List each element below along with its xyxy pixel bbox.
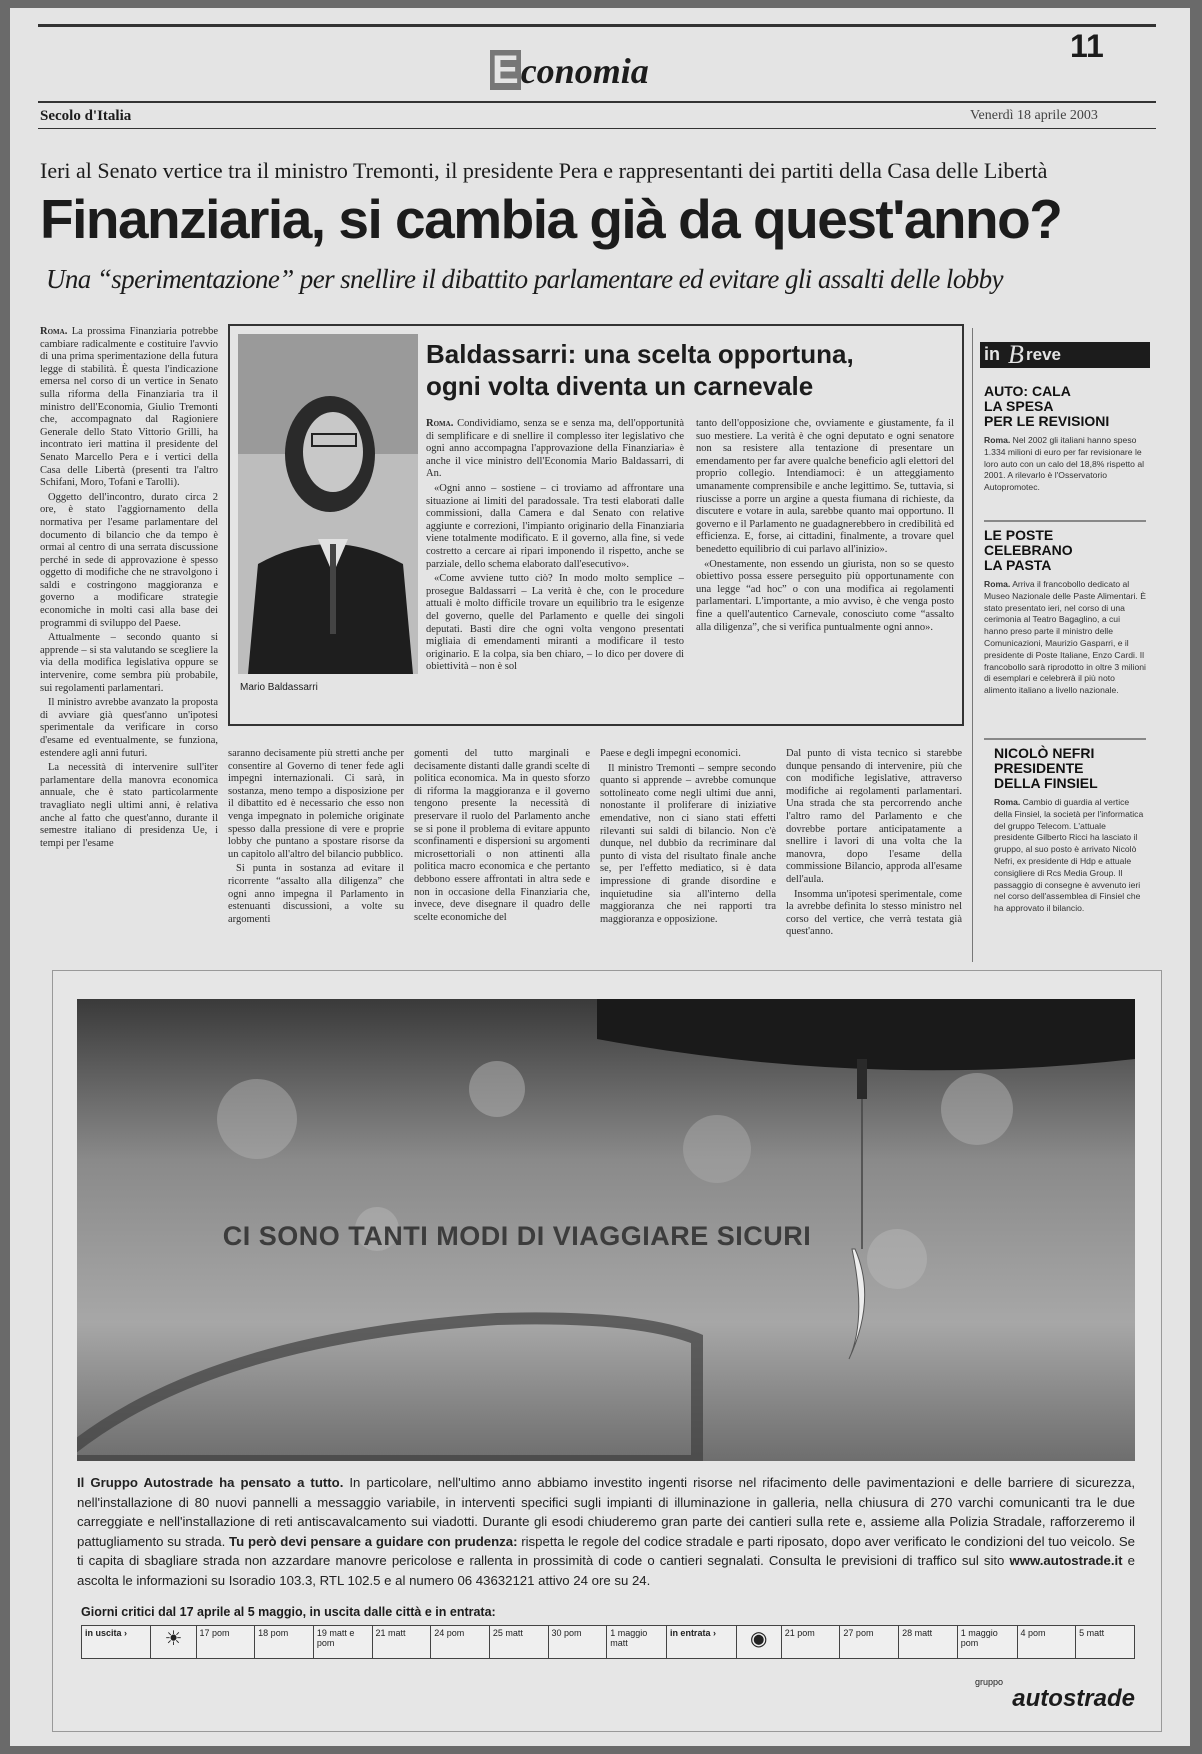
newspaper-page xyxy=(10,8,1190,1746)
article-text: Insomma un'ipotesi sperimentale, come la avrebbe definita lo stesso ministro nel corso del vertice, che verrà testata già quest'anno. xyxy=(786,888,962,938)
arrow-icon: › xyxy=(712,1628,716,1638)
interview-text: «Onestamente, non essendo un giurista, non so se questo obiettivo possa essere perseguito più opportunamente con una legge “ad hoc” o con una modifica ai regolamenti parlamentari. L'importante, a mio avviso, è che venga posto fine a quell'autentico Carnevale, conosciuto come “assalto alla diligenza”, che si verifica puntualmente ogni anno». xyxy=(696,558,954,633)
day-cell: 18 pom xyxy=(255,1626,314,1659)
interview-column-1 xyxy=(426,418,684,710)
interview-text: «Ogni anno – sostiene – ci troviamo ad affrontare una situazione ai limiti del paradossale. Tra testi elaborati dalle commissioni, dalla Camera e dal Senato con relative aggiunte e correzioni, l'impianto originario della Finanziaria viene totalmente modificato. E il governo, alla fine, si vede costretto a cercare ai ripari imponendo il rispetto, anche se parziale, dello schema elaborato dall'esecutivo». xyxy=(426,482,684,570)
section-initial: E xyxy=(492,48,519,92)
logo-wordmark: autostrade xyxy=(1012,1685,1135,1712)
brief-item xyxy=(994,746,1146,953)
article-text: La necessità di intervenire sull'iter parlamentare della manovra economica annuale, che è stato particolarmente travagliato negli ultimi anni, è relativa anche al fatto che quest'anno, durante il semestre italiano di presidenza Ue, i tempi per l'esame xyxy=(40,762,218,849)
ad-body-text: In particolare, nell'ultimo anno abbiamo investito ingenti risorse nel rifacimento delle pavimentazioni e delle barriere di sicurezza, nell'installazione di 80 nuovi pannelli a messaggio variabile, in interventi specifici sugli impianti di illuminazione in galleria, nella chiusura di 270 varchi comunicanti tra le due carreggiate e nell'installazione di reti antiscavalcamento sui viadotti. Durante gli esodi chiuderemo gran parte dei cantieri sulla rete e, assieme alla Polizia Stradale, rafforzeremo il pattugliamento su strada. xyxy=(77,1475,1135,1549)
article-text: Attualmente – secondo quanto si apprende – si sta valutando se scegliere la via della modifica legislativa oppure se intervenire, come sembra più probabile, sui regolamenti parlamentari. xyxy=(40,632,218,694)
ad-website-link[interactable]: www.autostrade.it xyxy=(1009,1553,1123,1568)
day-cell: 24 pom xyxy=(431,1626,490,1659)
brief-title xyxy=(984,384,1146,429)
page-number: 11 xyxy=(1070,28,1104,64)
article-text: Paese e degli impegni economici. xyxy=(600,748,741,759)
photo-caption: Mario Baldassarri xyxy=(240,682,318,693)
ad-body-emphasis: Tu però devi pensare a guidare con prudenza: xyxy=(229,1533,518,1549)
out-label-cell xyxy=(82,1626,151,1659)
day-cell: 28 matt xyxy=(899,1626,958,1659)
brief-title xyxy=(994,746,1146,791)
critical-days-row xyxy=(82,1626,1135,1659)
critical-days-title: Giorni critici dal 17 aprile al 5 maggio, in uscita dalle città e in entrata: xyxy=(81,1605,496,1619)
target-icon: ◉ xyxy=(736,1626,781,1659)
critical-days-table xyxy=(81,1625,1135,1659)
article-text: Si punta in sostanza ad evitare il ricorrente “assalto alla diligenza” che ogni anno impegna il Parlamento in estenuanti discussioni, a volte su argomenti xyxy=(228,863,404,925)
interview-dateline: Roma. xyxy=(426,418,454,429)
sidebar-divider xyxy=(972,328,973,962)
brief-text xyxy=(994,797,1146,953)
day-cell: 4 pom xyxy=(1017,1626,1076,1659)
brief-body: Nel 2002 gli italiani hanno speso 1.334 milioni di euro per far revisionare le loro auto con un calo del 18,8% rispetto al 2001. A rilevarlo è l'Osservatorio Autopromotec. xyxy=(984,435,1145,493)
brief-text xyxy=(984,579,1146,735)
brief-title-line: LA SPESA xyxy=(984,398,1054,414)
brief-body: Arriva il francobollo dedicato al Museo Nazionale delle Paste Alimentari. È stato presentato ieri, nel corso di una cerimonia al Teatro Bagaglino, a cui hanno preso parte il ministro delle Comunicazioni, Maurizio Gasparri, e il presidente di Poste Italiane, Enzo Cardi. Il francobollo sarà riprodotto in oltre 3 milioni di esemplari e celebrerà il più noto alimento italiano a livello nazionale. xyxy=(984,579,1146,696)
article-column-1 xyxy=(40,326,218,962)
sun-icon: ☀ xyxy=(151,1626,196,1659)
ad-body xyxy=(77,1473,1135,1590)
section-name: conomia xyxy=(520,51,649,91)
arrow-icon: › xyxy=(124,1628,128,1638)
section-title xyxy=(490,50,649,92)
in-breve-rest: reve xyxy=(1026,345,1061,364)
interview-box xyxy=(228,324,964,726)
issue-date: Venerdì 18 aprile 2003 xyxy=(970,108,1098,123)
day-cell: 1 maggio matt xyxy=(607,1626,667,1659)
brief-title-line: AUTO: CALA xyxy=(984,383,1071,399)
brief-dateline: Roma. xyxy=(984,579,1011,589)
day-cell: 1 maggio pom xyxy=(957,1626,1017,1659)
brief-title-line: DELLA FINSIEL xyxy=(994,775,1098,791)
article-text: Il ministro avrebbe avanzato la proposta di avviare già quest'anno un'ipotesi sperimentale da verificare in corso d'esame ed eventualmente, se funziona, estendere agli anni futuri. xyxy=(40,697,218,759)
in-breve-b: B xyxy=(1008,340,1024,369)
in-breve-in: in xyxy=(984,344,1000,364)
article-column-3 xyxy=(414,748,590,962)
brief-separator xyxy=(984,738,1146,740)
brief-title-line: PER LE REVISIONI xyxy=(984,413,1110,429)
day-cell: 17 pom xyxy=(196,1626,255,1659)
ad-slogan: CI SONO TANTI MODI DI VIAGGIARE SICURI xyxy=(222,1221,812,1251)
newspaper-name: Secolo d'Italia xyxy=(40,108,132,124)
ad-body-text: rispetta le regole del codice stradale e parti riposato, dopo aver verificato le condizioni del tuo veicolo. Se ti capita di sbagliare strada non azzardare manovre pericolose e rallenta in prossimità di code o cantieri segnalati. Consulta le previsioni di traffico sul sito xyxy=(77,1533,1135,1568)
article-column-2 xyxy=(228,748,404,962)
dateline: Roma. xyxy=(40,326,68,337)
portrait-illustration xyxy=(238,334,418,674)
day-cell: 21 matt xyxy=(372,1626,431,1659)
day-cell: 30 pom xyxy=(548,1626,607,1659)
brief-title-line: LA PASTA xyxy=(984,557,1052,573)
brief-dateline: Roma. xyxy=(994,797,1021,807)
brief-text xyxy=(984,435,1146,507)
brief-separator xyxy=(984,520,1146,522)
article-text: saranno decisamente più stretti anche per consentire al Governo di tener fede agli impegni internazionali. Ci sarà, in sostanza, meno tempo a disposizione per il dibattito ed è necessario che esso non venga impegnato in polemiche originate spesso dalla pressione di vere e proprie lobby che puntano a spostare risorse da un capitolo all'altro del bilancio pubblico. xyxy=(228,748,404,860)
brief-title-line: NICOLÒ NEFRI xyxy=(994,745,1095,761)
out-label: in uscita xyxy=(85,1628,122,1638)
brief-body: Cambio di guardia al vertice della Finsiel, la società per l'informatica del gruppo Telecom. L'attuale presidente Gilberto Ricci ha lasciato il gruppo, al suo posto è arrivato Nicolò Nefri, ex presidente di Hdp e attuale consigliere di Rcs Media Group. Il passaggio di consegne è avvenuto ieri nel corso dell'assemblea di Finsiel che ha approvato il bilancio. xyxy=(994,797,1144,914)
day-cell: 25 matt xyxy=(489,1626,548,1659)
interview-text: tanto dell'opposizione che, ovviamente e giustamente, fa il suo mestiere. La verità è che ogni deputato e ogni senatore non sa resistere alla tentazione di presentare un emendamento per far avere qualche beneficio agli elettori del proprio collegio. Intendiamoci: è un atteggiamento umanamente comprensibile e anche legittimo. Se, tuttavia, si riuscisse a porre un argine a questa fiumana di richieste, da discutere e votare in aula, sarebbe quanto mai opportuno. Il governo e il Parlamento ne guadagnerebbero in credibilità ed efficienza. E, forse, ai cittadini, finalmente, a trovare quel benedetto equilibrio di cui parlavo all'inizio». xyxy=(696,418,954,555)
day-cell: 21 pom xyxy=(781,1626,840,1659)
article-column-5 xyxy=(786,748,962,962)
in-label: in entrata xyxy=(669,1628,711,1638)
article-column-4 xyxy=(600,748,776,962)
interview-headline-line-2: ogni volta diventa un carnevale xyxy=(426,371,814,401)
article-text: Il ministro Tremonti – sempre secondo quanto si apprende – avrebbe comunque sottolineato come negli ultimi due anni, nonostante il proliferare di iniziative emendative, non ci siano stati effetti rilevanti sui saldi di bilancio. Non c'è dunque, nel dubbio da recriminare dal punto di vista del risultato finale anche se, per l'effetto mediatico, si è data impressione di grande disordine e inquietudine sia all'interno della maggioranza che nei rapporti tra maggioranza e opposizione. xyxy=(600,762,776,925)
autostrade-logo xyxy=(965,1677,1135,1711)
article-text: Dal punto di vista tecnico si starebbe dunque pensando di intervenire, più che con modifiche legislative, attraverso modifiche ai regolamenti parlamentari. Una strada che sta percorrendo anche l'altro ramo del Parlamento e che dovrebbe portare anticipatamente a snellire i lavori di una volta che la manovra, dopo l'esame della commissione Bilancio, approda all'esame dell'aula. xyxy=(786,748,962,885)
article-text: gomenti del tutto marginali e decisamente distanti dalle grandi scelte di politica economica. Ma in questo sforzo di riforma la maggioranza e il governo tengono presente la necessità di preservare il ruolo del Parlamento anche se si pone il problema di evitare appunto sconfinamenti e dispersioni su argomenti microsettoriali o non attinenti alla politica macro economica e che pertanto debbono essere affrontati in altra sede e non in occasione della Finanziaria che, invece, deve disegnare il quadro delle scelte economiche del xyxy=(414,748,590,923)
masthead-rule xyxy=(38,101,1156,103)
brief-title xyxy=(984,528,1146,573)
day-cell: 19 matt e pom xyxy=(313,1626,372,1659)
day-cell: 27 pom xyxy=(840,1626,899,1659)
article-text: La prossima Finanziaria potrebbe cambiare radicalmente e costituire l'avvio di una prima sperimentazione della futura legge di stabilità. È questa l'indicazione emersa nel corso di un vertice in Senato sulla riforma della Finanziaria tra il ministro dell'Economia, Giulio Tremonti che, accompagnato dal Ragioniere Generale dello Stato Vittorio Grilli, ha incontrato ieri mattina il presidente del Senato Marcello Pera e i vertici della Casa delle Libertà (presenti tra l'altro Schifani, Moro, Tofani e Tarolli). xyxy=(40,326,218,489)
ad-body-lead: Il Gruppo Autostrade ha pensato a tutto. xyxy=(77,1475,344,1490)
brief-title-line: CELEBRANO xyxy=(984,542,1073,558)
interview-text: Condividiamo, senza se e senza ma, dell'opportunità di semplificare e di snellire il complesso iter legislativo che ogni anno accompagna l'approvazione della Finanziaria» è anche il vice ministro dell'Economia Mario Baldassarri, di An. xyxy=(426,418,684,480)
ad-photo xyxy=(77,999,1135,1461)
interview-headline-line-1: Baldassarri: una scelta opportuna, xyxy=(426,339,854,369)
interview-headline xyxy=(426,338,956,402)
article-text: Oggetto dell'incontro, durato circa 2 ore, è stato l'aggiornamento della normativa per l'esame parlamentare del documento di bilancio che da tempo è ormai al centro di una serrata discussione perché in sede di approvazione è spesso oggetto di modifiche che ne stravolgono i saldi e costringono maggioranza e governo a modificare strategie economiche in molti casi alla base dei programmi di sviluppo del Paese. xyxy=(40,491,218,629)
photo-mario-baldassarri xyxy=(238,334,418,674)
brief-title-line: PRESIDENTE xyxy=(994,760,1084,776)
in-breve-banner xyxy=(980,342,1150,368)
day-cell: 5 matt xyxy=(1076,1626,1135,1659)
brief-item xyxy=(984,384,1146,507)
top-rule xyxy=(38,24,1156,27)
date-rule xyxy=(38,128,1156,129)
brief-title-line: LE POSTE xyxy=(984,527,1054,543)
subheadline: Una “sperimentazione” per snellire il dibattito parlamentare ed evitare gli assalti delle lobby xyxy=(46,264,1003,294)
brief-dateline: Roma. xyxy=(984,435,1011,445)
logo-small-text: gruppo xyxy=(975,1677,1004,1687)
interview-text: «Come avviene tutto ciò? In modo molto semplice – prosegue Baldassarri – La verità è che, con le procedure attuali è molto difficile trovare un equilibrio tra le esigenze del governo, quelle del Parlamento e quelle dei singoli deputati. Basti dire che ogni volta vengono presentati migliaia di emendamenti miranti a modificare il testo originario. E la colpa, sia ben chiaro, – lo dico per dovere di obiettività – non è sol xyxy=(426,573,684,673)
headline: Finanziaria, si cambia già da quest'anno? xyxy=(40,188,1062,250)
autostrade-advertisement xyxy=(52,970,1162,1732)
in-label-cell xyxy=(666,1626,736,1659)
interview-column-2 xyxy=(696,418,954,710)
ad-body-text: e ascolta le informazioni su Isoradio 103.3, RTL 102.5 e al numero 06 43632121 attivo 24 ore su 24. xyxy=(77,1553,1135,1588)
brief-item xyxy=(984,528,1146,735)
kicker: Ieri al Senato vertice tra il ministro Tremonti, il presidente Pera e rappresentanti dei partiti della Casa delle Libertà xyxy=(40,158,1048,183)
